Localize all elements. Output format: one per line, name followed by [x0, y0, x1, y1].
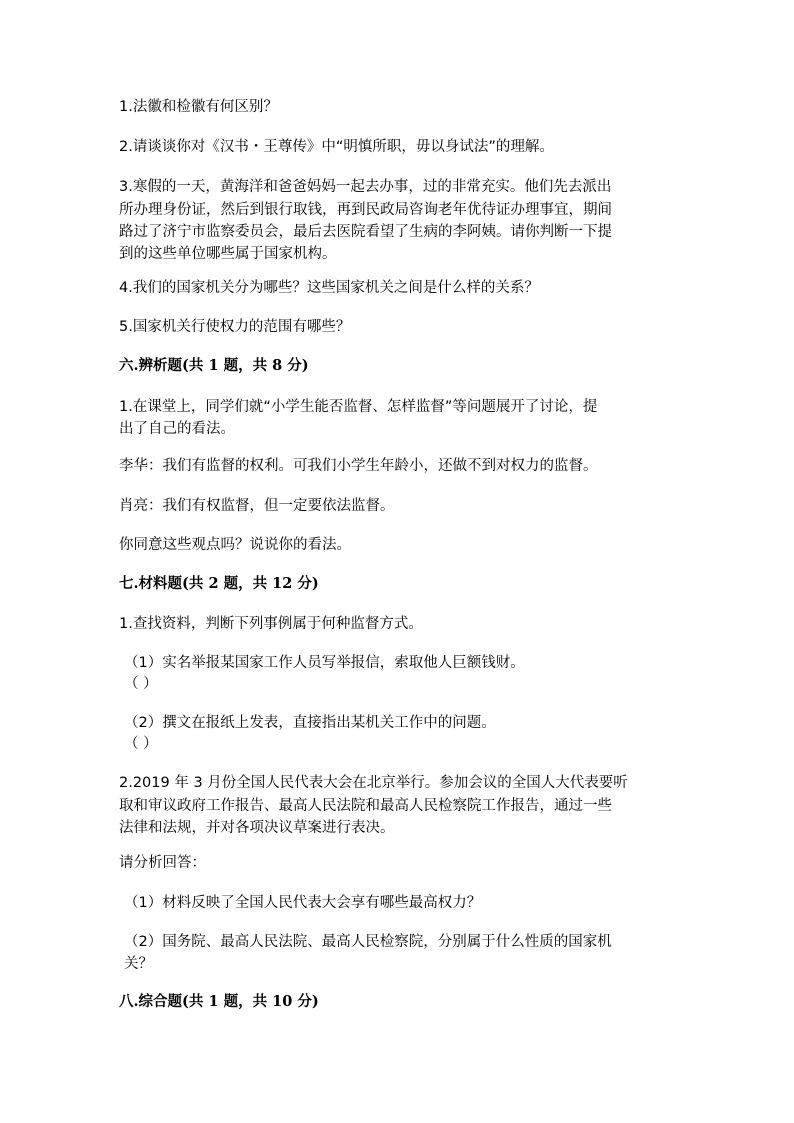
question-5: 5.国家机关行使权力的范围有哪些？: [119, 319, 351, 335]
section-7-q1-item-2: （2）撰文在报纸上发表，直接指出某机关工作中的问题。: [124, 715, 496, 731]
section-8-heading: 八.综合题(共 1 题，共 10 分): [119, 993, 319, 1010]
section-6-line-1: 1.在课堂上，同学们就“小学生能否监督、怎样监督”等问题展开了讨论，提: [119, 399, 598, 415]
section-7-prompt: 请分析回答：: [119, 855, 206, 871]
question-4: 4.我们的国家机关分为哪些？这些国家机关之间是什么样的关系？: [119, 280, 539, 296]
section-6-line-4: 肖亮：我们有权监督，但一定要依法监督。: [119, 498, 395, 514]
section-6-line-3: 李华：我们有监督的权利。可我们小学生年龄小，还做不到对权力的监督。: [119, 458, 598, 474]
section-6-line-2: 出了自己的看法。: [119, 421, 235, 437]
section-6-line-5: 你同意这些观点吗？说说你的看法。: [119, 537, 351, 553]
question-3-line-4: 到的这些单位哪些属于国家机构。: [119, 246, 337, 262]
section-7-q1-item-1: （1）实名举报某国家工作人员写举报信，索取他人巨额钱财。: [124, 655, 525, 671]
section-6-heading: 六.辨析题(共 1 题，共 8 分): [119, 357, 309, 374]
question-3-line-3: 路过了济宁市监察委员会，最后去医院看望了生病的李阿姨。请你判断一下提: [119, 224, 612, 240]
question-2: 2.请谈谈你对《汉书・王尊传》中“明慎所职，毋以身试法”的理解。: [119, 139, 554, 155]
question-3-line-2: 所办理身份证，然后到银行取钱，再到民政局咨询老年优待证办理事宜，期间: [119, 202, 612, 218]
section-7-sub-2-line-2: 关？: [124, 956, 153, 972]
section-7-q1-blank-1: （ ）: [124, 676, 158, 692]
question-1: 1.法徽和检徽有何区别？: [119, 99, 278, 115]
section-7-q2-line-3: 法律和法规，并对各项决议草案进行表决。: [119, 820, 395, 836]
question-3-line-1: 3.寒假的一天，黄海洋和爸爸妈妈一起去办事，过的非常充实。他们先去派出: [119, 179, 612, 195]
section-7-q1-blank-2: （ ）: [124, 736, 158, 752]
section-7-heading: 七.材料题(共 2 题，共 12 分): [119, 575, 319, 592]
section-7-q2-line-2: 取和审议政府工作报告、最高人民法院和最高人民检察院工作报告，通过一些: [119, 798, 612, 814]
section-7-q2-line-1: 2.2019 年 3 月份全国人民代表大会在北京举行。参加会议的全国人大代表要听: [119, 775, 628, 791]
section-7-q1: 1.查找资料，判断下列事例属于何种监督方式。: [119, 616, 423, 632]
section-7-sub-2-line-1: （2）国务院、最高人民法院、最高人民检察院，分别属于什么性质的国家机: [124, 934, 612, 950]
section-7-sub-1: （1）材料反映了全国人民代表大会享有哪些最高权力？: [124, 895, 482, 911]
